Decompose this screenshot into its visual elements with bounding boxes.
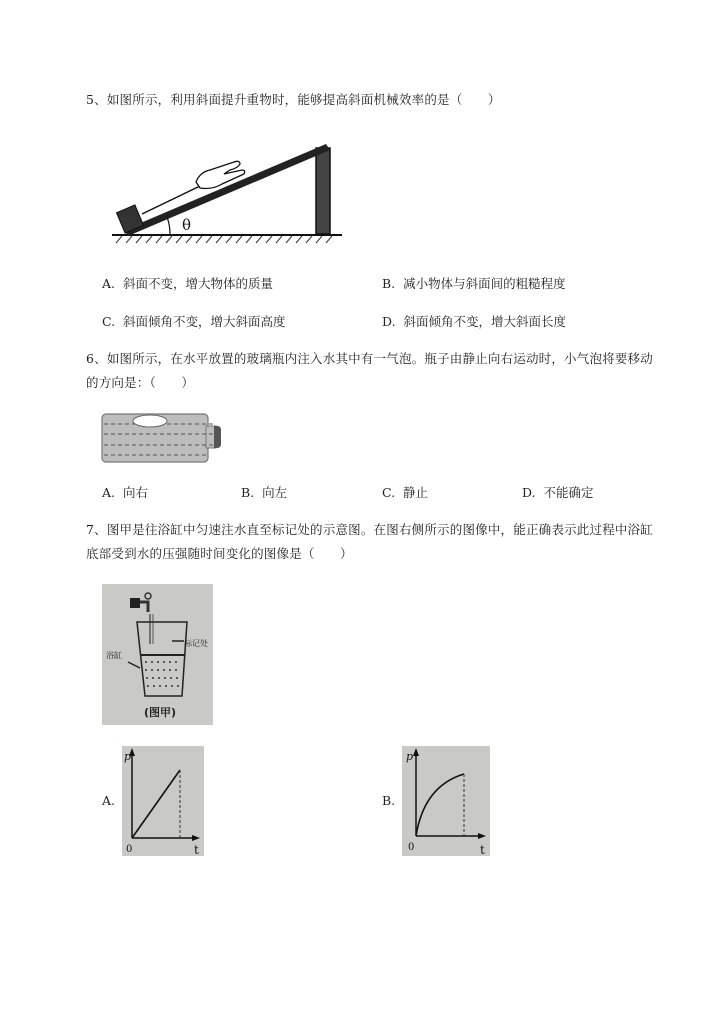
option-b: B. 向左 [241,485,288,500]
graph-b [402,746,490,856]
option-b: B. 减小物体与斜面间的粗糙程度 [382,276,566,291]
svg-text:t: t [480,843,485,856]
bathtub-figure [102,584,213,725]
option-c: C. 静止 [382,485,429,500]
question-text: 如图所示，利用斜面提升重物时，能够提高斜面机械效率的是（ ） [106,92,501,107]
question-6-stem-line2: 的方向是：（ ） [86,375,195,390]
option-a: A. 斜面不变，增大物体的质量 [102,276,273,291]
graph-a-label: A. [102,793,116,808]
svg-text:浴缸: 浴缸 [106,651,122,660]
svg-text:标记处: 标记处 [184,639,208,648]
option-c: C. 斜面倾角不变，增大斜面高度 [102,314,286,329]
svg-text:t: t [194,843,199,856]
svg-text:p: p [406,750,414,763]
question-number: 7、 [86,522,107,537]
question-7-stem-line2: 底部受到水的压强随时间变化的图像是（ ） [86,546,353,561]
option-a: A. 向右 [102,485,148,500]
svg-text:p: p [124,750,132,763]
question-7-stem-line1 [86,522,653,538]
option-d: D. 斜面倾角不变，增大斜面长度 [382,314,567,329]
question-6-stem-line1 [86,351,653,367]
question-number: 5、 [86,92,107,107]
option-d: D. 不能确定 [522,485,594,500]
bottle-figure [100,412,224,464]
svg-text:θ: θ [182,216,192,234]
graph-b-label: B. [382,793,396,808]
question-text: 图甲是往浴缸中匀速注水直至标记处的示意图。在图右侧所示的图像中，能正确表示此过程中浴缸 [106,522,653,537]
incline-figure [104,134,350,248]
svg-text:(图甲): (图甲) [144,706,177,719]
question-number: 6、 [86,351,107,366]
question-5-stem [86,92,501,108]
question-text: 如图所示，在水平放置的玻璃瓶内注入水其中有一气泡。瓶子由静止向右运动时，小气泡将要移动 [106,351,653,366]
svg-text:0: 0 [408,842,415,853]
graph-a [122,746,204,856]
svg-text:0: 0 [126,844,133,855]
